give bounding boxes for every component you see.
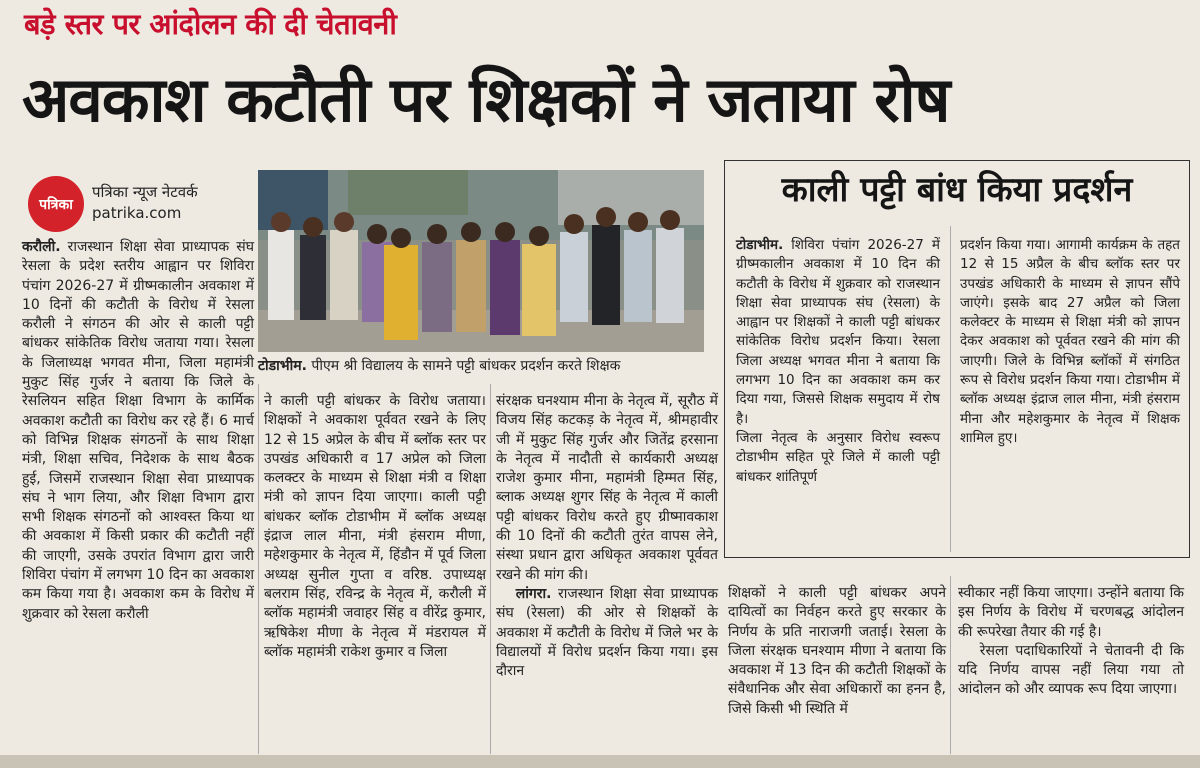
box-title: काली पट्टी बांध किया प्रदर्शन <box>781 170 1133 210</box>
column-divider <box>490 384 491 754</box>
photo-caption <box>258 356 704 375</box>
story-column-1 <box>22 238 254 624</box>
story-column-2 <box>264 392 486 662</box>
caption-place: टोडाभीम. <box>258 358 307 374</box>
story-column-5 <box>958 584 1184 700</box>
patrika-logo <box>28 176 84 232</box>
column-divider <box>950 226 951 552</box>
box-col1-text2: जिला नेतृत्व के अनुसार विरोध स्वरूप टोडाभीम सहित पूरे जिले में काली पट्टी बांधकर शांतिपूर्ण <box>736 429 940 485</box>
main-headline: अवकाश कटौती पर शिक्षकों ने जताया रोष <box>22 63 950 136</box>
protest-photo <box>258 170 704 352</box>
column-divider <box>950 576 951 754</box>
strap-headline: बड़े स्तर पर आंदोलन की दी चेतावनी <box>24 7 397 41</box>
byline-site: patrika.com <box>92 204 182 222</box>
box-column-2 <box>960 236 1180 448</box>
box-column-1 <box>736 236 940 487</box>
byline-network: पत्रिका न्यूज नेटवर्क <box>92 183 198 201</box>
dateline-langra: लांगरा. <box>515 585 552 602</box>
col4-text: शिक्षकों ने काली पट्टी बांधकर अपने दायित्वों का निर्वहन करते हुए सरकार के निर्णय के प्रति नाराजगी जताई। रेसला के जिला संरक्षक घनश्याम मीणा ने बताया कि अवकाश में 13 दिन की कटौती शिक्षकों के संवैधानिक और सेवा अधिकारों का हनन है, जिसे किसी भी स्थिति में <box>728 585 946 717</box>
page-bottom-strip <box>0 755 1200 768</box>
dateline-karauli: करौली. <box>22 239 61 255</box>
col1-text: राजस्थान शिक्षा सेवा प्राध्यापक संघ रेसला के प्रदेश स्तरीय आह्वान पर शिविरा पंचांग 2026-27 में ग्रीष्मकालीन अवकाश में 10 दिनों की कटौती के विरोध में रेसला करौली ने संगठन की ओर से काली पट्टी बांधकर सांकेतिक विरोध जताया गया। रेसला के जिलाध्यक्ष भगवत मीना, जिला महामंत्री मुकुट सिंह गुर्जर ने बताया कि जिले के रेसलियन सहित शिक्षा विभाग के कार्मिक अवकाश कटौती का विरोध कर रहे हैं। 6 मार्च को विभिन्न शिक्षक संगठनों के साथ शिक्षा मंत्री, शिक्षा सचिव, निदेशक के साथ बैठक हुई, जिसमें राजस्थान शिक्षा सेवा प्राध्यापक संघ ने भाग लिया, और शिक्षा विभाग द्वारा सभी शिक्षक संगठनों को आश्वस्त किया था की अवकाश में किसी प्रकार की कटौती नहीं की जाएगी, उसके उपरांत विभाग द्वारा जारी शिविरा पंचांग में लगभग 10 दिन का अवकाश कम किया गया है। अवकाश कम के विरोध में शुक्रवार को रेसला करौली <box>22 239 254 622</box>
col3-text2: राजस्थान शिक्षा सेवा प्राध्यापक संघ (रेसला) की ओर से शिक्षकों के अवकाश में कटौती के विरोध में जिले भर के विद्यालयों में विरोध प्रदर्शन किया गया। इस दौरान <box>496 585 718 680</box>
story-column-4 <box>728 584 946 719</box>
col5-text: स्वीकार नहीं किया जाएगा। उन्होंने बताया कि इस निर्णय के विरोध में चरणबद्ध आंदोलन की रूपरेखा तैयार की गई है। <box>958 585 1184 640</box>
col2-text: ने काली पट्टी बांधकर के विरोध जताया। शिक्षकों ने अवकाश पूर्ववत रखने के लिए 12 से 15 अप्रेल के बीच में ब्लॉक स्तर पर उपखंड अधिकारी व 17 अप्रेल को जिला कलक्टर के माध्यम से शिक्षा मंत्री व शिक्षा मंत्री को ज्ञापन दिया जाएगा। काली पट्टी बांधकर ब्लॉक टोडाभीम में ब्लॉक अध्यक्ष इंद्राज लाल मीना, मंत्री हंसराम मीणा, महेशकुमार के नेतृत्व में, हिंडौन में पूर्व जिला अध्यक्ष सुनील गुप्ता व वरिष्ठ. उपाध्यक्ष बलराम सिंह, रविन्द्र के नेतृत्व में, करौली में ब्लॉक महामंत्री जवाहर सिंह व वीरेंद्र कुमार, ऋषिकेश मीणा के नेतृत्व में मंडरायल में ब्लॉक महामंत्री राकेश कुमार व जिला <box>264 393 486 660</box>
caption-text: पीएम श्री विद्यालय के सामने पट्टी बांधकर प्रदर्शन करते शिक्षक <box>306 358 621 374</box>
story-column-3 <box>496 392 718 681</box>
photo-illustration <box>258 170 704 352</box>
box-col2-text: प्रदर्शन किया गया। आगामी कार्यक्रम के तहत 12 से 15 अप्रैल के बीच ब्लॉक स्तर पर उपखंड अधिकारी के माध्यम से ज्ञापन सौंपे जाएंगे। इसके बाद 27 अप्रैल को जिला कलेक्टर के माध्यम से शिक्षा मंत्री को ज्ञापन देकर अवकाश को पूर्ववत रखने की मांग की जाएगी। जिले के विभिन्न ब्लॉकों में संगठित रूप से विरोध प्रदर्शन किया गया। टोडाभीम में ब्लॉक अध्यक्ष इंद्राज लाल मीना, मंत्री हंसराम मीना और महेशकुमार के नेतृत्व में शिक्षक शामिल हुए। <box>960 237 1180 446</box>
dateline-todabhim: टोडाभीम. <box>736 237 784 253</box>
logo-text: पत्रिका <box>39 196 73 213</box>
col3-text: संरक्षक घनश्याम मीना के नेतृत्व में, सूरौठ में विजय सिंह कटकड़ के नेतृत्व में, श्रीमहावीर जी में मुकुट सिंह गुर्जर और जितेंद्र हरसाना के नेतृत्व में नादौती से कार्यकारी अध्यक्ष राजेश कुमार मीना, महामंत्री हिम्मत सिंह, ब्लाक अध्यक्ष शुगर सिंह के नेतृत्व में काली पट्टी बांधकर विरोध करते हुए ग्रीष्मावकाश की 10 दिनों की कटौती तुरंत वापस लेने, संस्था प्रधान द्वारा अधिकृत अवकाश पूर्ववत रखने की मांग की। <box>496 393 718 583</box>
box-col1-text: शिविरा पंचांग 2026-27 में ग्रीष्मकालीन अवकाश में 10 दिन की कटौती के विरोध में शुक्रवार को राजस्थान शिक्षा सेवा प्राध्यापक संघ (रेसला) के आह्वान पर शिक्षकों ने काली पट्टी बांधकर सांकेतिक विरोध प्रदर्शन किया। रेसला जिला अध्यक्ष भगवत मीना ने बताया कि लगभग 10 दिन का अवकाश कम कर दिया गया, जिससे शिक्षक समुदाय में रोष है। <box>736 237 940 427</box>
column-divider <box>258 384 259 754</box>
col5-text2: रेसला पदाधिकारियों ने चेतावनी दी कि यदि निर्णय वापस नहीं लिया गया तो आंदोलन को और व्यापक रूप दिया जाएगा। <box>958 642 1184 698</box>
